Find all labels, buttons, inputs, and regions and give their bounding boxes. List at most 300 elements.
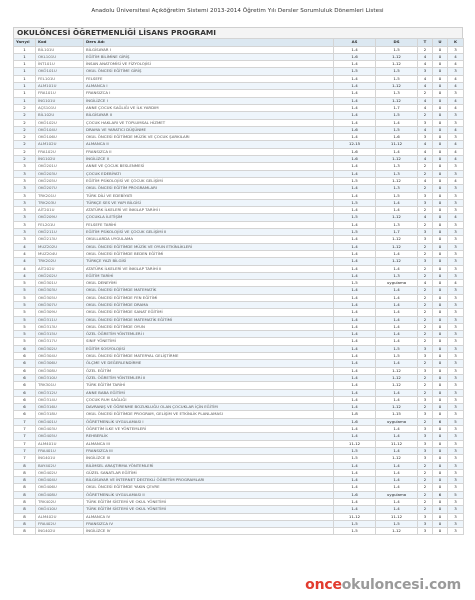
course-name-cell: DAVRANIŞ VE ÖĞRENME BOZUKLUĞU OLAN ÇOCUKLAR İÇİN EĞİTİM bbox=[84, 404, 334, 411]
ds-cell: 1-4 bbox=[376, 447, 418, 454]
table-row bbox=[14, 455, 464, 462]
t-cell: 2 bbox=[418, 170, 433, 177]
ds-cell: 1-4 bbox=[376, 477, 418, 484]
semester-cell: 6 bbox=[14, 353, 36, 360]
table-row bbox=[14, 61, 464, 68]
course-name-cell: DRAMA VE YARATICI DÜŞÜNME bbox=[84, 126, 334, 133]
as-cell: 1-4 bbox=[334, 477, 376, 484]
course-name-cell: OKUL ÖNCESİ EĞİTİMDE MATEMATİK bbox=[84, 287, 334, 294]
ds-cell: 1-4 bbox=[376, 433, 418, 440]
code-cell: TRK203U bbox=[36, 199, 84, 206]
k-cell: 5 bbox=[448, 418, 464, 425]
course-name-cell: OKUL ÖNCESİ EĞİTİMDE OYUN bbox=[84, 323, 334, 330]
ds-cell: 1-12 bbox=[376, 53, 418, 60]
semester-cell: 8 bbox=[14, 491, 36, 498]
table-row bbox=[14, 236, 464, 243]
t-cell: 2 bbox=[418, 323, 433, 330]
course-name-cell: OKUL ÖNCESİ EĞİTİMDE PROGRAM, GELİŞİM VE ETKİNLİK PLANLAMASI bbox=[84, 411, 334, 418]
as-cell: 1-4 bbox=[334, 272, 376, 279]
as-cell: 1-5 bbox=[334, 68, 376, 75]
course-name-cell: BİLGİSAYAR I bbox=[84, 46, 334, 53]
code-cell: OKÖ106U bbox=[36, 134, 84, 141]
as-cell: 1-4 bbox=[334, 250, 376, 257]
as-cell: 1-6 bbox=[334, 126, 376, 133]
code-cell: BİL102U bbox=[36, 112, 84, 119]
table-row bbox=[14, 229, 464, 236]
k-cell: 3 bbox=[448, 301, 464, 308]
as-cell: 1-4 bbox=[334, 426, 376, 433]
ds-cell: 1-3 bbox=[376, 221, 418, 228]
t-cell: 2 bbox=[418, 418, 433, 425]
u-cell: 0 bbox=[433, 61, 448, 68]
semester-cell: 3 bbox=[14, 221, 36, 228]
code-cell: ALM102U bbox=[36, 141, 84, 148]
u-cell: 0 bbox=[433, 345, 448, 352]
as-cell: 1-4 bbox=[334, 83, 376, 90]
u-cell: 0 bbox=[433, 528, 448, 535]
course-name-cell: BİLGİSAYAR II bbox=[84, 112, 334, 119]
ds-cell: 11-12 bbox=[376, 440, 418, 447]
table-row bbox=[14, 389, 464, 396]
semester-cell: 7 bbox=[14, 426, 36, 433]
course-name-cell: ÖZEL EĞİTİM bbox=[84, 367, 334, 374]
u-cell: 0 bbox=[433, 404, 448, 411]
table-row bbox=[14, 418, 464, 425]
code-cell: OKÖ318U bbox=[36, 411, 84, 418]
as-cell: 1-4 bbox=[334, 345, 376, 352]
u-cell: 0 bbox=[433, 440, 448, 447]
semester-cell: 4 bbox=[14, 243, 36, 250]
u-cell: 0 bbox=[433, 90, 448, 97]
course-name-cell: EĞİTİM PSİKOLOJİSİ VE ÇOCUK GELİŞİMİ bbox=[84, 177, 334, 184]
as-cell: 1-4 bbox=[334, 112, 376, 119]
course-table bbox=[13, 38, 464, 535]
u-cell: 0 bbox=[433, 83, 448, 90]
t-cell: 3 bbox=[418, 258, 433, 265]
semester-cell: 5 bbox=[14, 287, 36, 294]
course-name-cell: OKUL ÖNCESİ EĞİTİME GİRİŞ bbox=[84, 68, 334, 75]
code-cell: OKÖ301U bbox=[36, 280, 84, 287]
t-cell: 3 bbox=[418, 345, 433, 352]
t-cell: 2 bbox=[418, 250, 433, 257]
t-cell: 3 bbox=[418, 192, 433, 199]
k-cell: 4 bbox=[448, 97, 464, 104]
ds-cell: 1-12 bbox=[376, 214, 418, 221]
watermark-accent: once bbox=[305, 577, 342, 593]
k-cell: 3 bbox=[448, 68, 464, 75]
document-header: Anadolu Üniversitesi Açıköğretim Sistemi 2013-2014 Öğretim Yılı Dersler Sorumluluk Dönemleri Listesi bbox=[91, 8, 384, 14]
k-cell: 3 bbox=[448, 207, 464, 214]
course-name-cell: REHBERLİK bbox=[84, 433, 334, 440]
as-cell: 1-5 bbox=[334, 177, 376, 184]
ds-cell: 1-4 bbox=[376, 331, 418, 338]
code-cell: AİT201U bbox=[36, 207, 84, 214]
t-cell: 3 bbox=[418, 134, 433, 141]
k-cell: 3 bbox=[448, 374, 464, 381]
course-name-cell: ALMANCA II bbox=[84, 141, 334, 148]
as-cell: 1-5 bbox=[334, 199, 376, 206]
u-cell: 0 bbox=[433, 207, 448, 214]
t-cell: 2 bbox=[418, 112, 433, 119]
k-cell: 3 bbox=[448, 499, 464, 506]
as-cell: 1-6 bbox=[334, 491, 376, 498]
course-name-cell: İNSAN ANATOMİSİ VE FİZYOLOJİSİ bbox=[84, 61, 334, 68]
semester-cell: 3 bbox=[14, 214, 36, 221]
table-row bbox=[14, 323, 464, 330]
t-cell: 4 bbox=[418, 148, 433, 155]
u-cell: 0 bbox=[433, 506, 448, 513]
ds-cell: 1-4 bbox=[376, 338, 418, 345]
ds-cell: 1-3 bbox=[376, 90, 418, 97]
code-cell: OKÖ401U bbox=[36, 418, 84, 425]
ds-cell: 1-4 bbox=[376, 199, 418, 206]
table-row bbox=[14, 440, 464, 447]
as-cell: 1-4 bbox=[334, 134, 376, 141]
k-cell: 3 bbox=[448, 462, 464, 469]
u-cell: 0 bbox=[433, 126, 448, 133]
code-cell: OKÖ211U bbox=[36, 229, 84, 236]
semester-cell: 4 bbox=[14, 250, 36, 257]
code-cell: İNG102U bbox=[36, 156, 84, 163]
course-name-cell: ÖZEL ÖĞRETİM YÖNTEMLERİ II bbox=[84, 374, 334, 381]
k-cell: 3 bbox=[448, 265, 464, 272]
u-cell: 0 bbox=[433, 382, 448, 389]
t-cell: 2 bbox=[418, 207, 433, 214]
code-cell: OKL101U bbox=[36, 53, 84, 60]
as-cell: 1-5 bbox=[334, 455, 376, 462]
u-cell: 6 bbox=[433, 418, 448, 425]
course-name-cell: ÇOCUK EDEBİYATI bbox=[84, 170, 334, 177]
ds-cell: 1-5 bbox=[376, 126, 418, 133]
k-cell: 3 bbox=[448, 360, 464, 367]
t-cell: 2 bbox=[418, 163, 433, 170]
as-cell: 1-5 bbox=[334, 447, 376, 454]
as-cell: 1-4 bbox=[334, 258, 376, 265]
course-name-cell: EĞİTİM TARİHİ bbox=[84, 272, 334, 279]
ds-cell: 1-4 bbox=[376, 499, 418, 506]
k-cell: 3 bbox=[448, 323, 464, 330]
k-cell: 3 bbox=[448, 528, 464, 535]
course-name-cell: ANNE BABA EĞİTİMİ bbox=[84, 389, 334, 396]
t-cell: 4 bbox=[418, 61, 433, 68]
course-name-cell: ATATÜRK İLKELERİ VE İNKILAP TARİHİ II bbox=[84, 265, 334, 272]
u-cell: 0 bbox=[433, 287, 448, 294]
code-cell: FRA401U bbox=[36, 447, 84, 454]
t-cell: 2 bbox=[418, 389, 433, 396]
ds-cell: 1-7 bbox=[376, 104, 418, 111]
k-cell: 3 bbox=[448, 90, 464, 97]
table-row bbox=[14, 316, 464, 323]
k-cell: 3 bbox=[448, 513, 464, 520]
k-cell: 4 bbox=[448, 280, 464, 287]
code-cell: MUZ204U bbox=[36, 250, 84, 257]
code-cell: OKÖ205U bbox=[36, 177, 84, 184]
k-cell: 4 bbox=[448, 75, 464, 82]
k-cell: 3 bbox=[448, 229, 464, 236]
semester-cell: 1 bbox=[14, 90, 36, 97]
ds-cell: 1-5 bbox=[376, 345, 418, 352]
as-cell: 1-4 bbox=[334, 396, 376, 403]
u-cell: 0 bbox=[433, 214, 448, 221]
t-cell: 2 bbox=[418, 469, 433, 476]
as-cell: 1-4 bbox=[334, 163, 376, 170]
site-watermark bbox=[305, 577, 461, 593]
code-cell: AÇS101U bbox=[36, 104, 84, 111]
course-name-cell: SINIF YÖNETİMİ bbox=[84, 338, 334, 345]
as-cell: 1-6 bbox=[334, 148, 376, 155]
t-cell: 2 bbox=[418, 46, 433, 53]
semester-cell: 7 bbox=[14, 455, 36, 462]
as-cell: 1-4 bbox=[334, 309, 376, 316]
as-cell: 1-4 bbox=[334, 192, 376, 199]
as-cell: 1-4 bbox=[334, 97, 376, 104]
column-header-k: K bbox=[448, 39, 464, 47]
course-name-cell: FRANSIZCA III bbox=[84, 447, 334, 454]
table-row bbox=[14, 520, 464, 527]
u-cell: 0 bbox=[433, 360, 448, 367]
k-cell: 3 bbox=[448, 396, 464, 403]
code-cell: OKÖ317U bbox=[36, 338, 84, 345]
as-cell: 1-4 bbox=[334, 338, 376, 345]
t-cell: 2 bbox=[418, 506, 433, 513]
ds-cell: 1-3 bbox=[376, 185, 418, 192]
k-cell: 3 bbox=[448, 367, 464, 374]
ds-cell: 1-4 bbox=[376, 316, 418, 323]
as-cell: 1-4 bbox=[334, 294, 376, 301]
code-cell: OKÖ316U bbox=[36, 404, 84, 411]
t-cell: 2 bbox=[418, 301, 433, 308]
t-cell: 4 bbox=[418, 141, 433, 148]
course-name-cell: İNGİLİZCE III bbox=[84, 455, 334, 462]
k-cell: 3 bbox=[448, 112, 464, 119]
code-cell: İNG101U bbox=[36, 97, 84, 104]
k-cell: 4 bbox=[448, 177, 464, 184]
column-header-course-name: Ders Adı bbox=[84, 39, 334, 47]
k-cell: 3 bbox=[448, 134, 464, 141]
table-row bbox=[14, 272, 464, 279]
code-cell: TRK201U bbox=[36, 192, 84, 199]
ds-cell: 1-12 bbox=[376, 97, 418, 104]
ds-cell: 1-5 bbox=[376, 112, 418, 119]
course-name-cell: TÜRKÇE YAZI BİLGİSİ bbox=[84, 258, 334, 265]
course-name-cell: OKUL ÖNCESİ EĞİTİMDE MATERYAL GELİŞTİRME bbox=[84, 353, 334, 360]
table-row bbox=[14, 90, 464, 97]
table-row bbox=[14, 491, 464, 498]
as-cell: 1-4 bbox=[334, 185, 376, 192]
u-cell: 0 bbox=[433, 68, 448, 75]
table-row bbox=[14, 447, 464, 454]
as-cell: 1-4 bbox=[334, 119, 376, 126]
t-cell: 2 bbox=[418, 265, 433, 272]
ds-cell: 1-4 bbox=[376, 265, 418, 272]
table-row bbox=[14, 426, 464, 433]
table-row bbox=[14, 199, 464, 206]
semester-cell: 4 bbox=[14, 258, 36, 265]
u-cell: 0 bbox=[433, 170, 448, 177]
t-cell: 2 bbox=[418, 243, 433, 250]
k-cell: 3 bbox=[448, 119, 464, 126]
table-row bbox=[14, 265, 464, 272]
code-cell: FEL201U bbox=[36, 221, 84, 228]
as-cell: 1-4 bbox=[334, 221, 376, 228]
as-cell: 1-4 bbox=[334, 374, 376, 381]
code-cell: FRA402U bbox=[36, 520, 84, 527]
t-cell: 2 bbox=[418, 338, 433, 345]
table-row bbox=[14, 221, 464, 228]
ds-cell: 1-12 bbox=[376, 156, 418, 163]
semester-cell: 6 bbox=[14, 345, 36, 352]
code-cell: OKÖ307U bbox=[36, 301, 84, 308]
semester-cell: 8 bbox=[14, 528, 36, 535]
k-cell: 3 bbox=[448, 506, 464, 513]
table-row bbox=[14, 163, 464, 170]
as-cell: 1-4 bbox=[334, 506, 376, 513]
t-cell: 3 bbox=[418, 520, 433, 527]
t-cell: 2 bbox=[418, 272, 433, 279]
table-row bbox=[14, 506, 464, 513]
course-name-cell: FRANSIZCA I bbox=[84, 90, 334, 97]
code-cell: OKÖ305U bbox=[36, 294, 84, 301]
table-row bbox=[14, 170, 464, 177]
t-cell: 2 bbox=[418, 499, 433, 506]
code-cell: OKÖ207U bbox=[36, 185, 84, 192]
t-cell: 2 bbox=[418, 316, 433, 323]
k-cell: 3 bbox=[448, 294, 464, 301]
table-row bbox=[14, 469, 464, 476]
table-row bbox=[14, 360, 464, 367]
program-sheet bbox=[13, 27, 463, 535]
ds-cell: 1-12 bbox=[376, 61, 418, 68]
table-row bbox=[14, 301, 464, 308]
ds-cell: 1-4 bbox=[376, 360, 418, 367]
as-cell: 1-4 bbox=[334, 301, 376, 308]
t-cell: 3 bbox=[418, 396, 433, 403]
u-cell: 0 bbox=[433, 243, 448, 250]
column-header-t: T bbox=[418, 39, 433, 47]
ds-cell: 1-4 bbox=[376, 469, 418, 476]
t-cell: 2 bbox=[418, 185, 433, 192]
semester-cell: 3 bbox=[14, 229, 36, 236]
as-cell: 1-4 bbox=[334, 207, 376, 214]
code-cell: OKÖ402U bbox=[36, 469, 84, 476]
t-cell: 3 bbox=[418, 513, 433, 520]
semester-cell: 8 bbox=[14, 506, 36, 513]
course-name-cell: FRANSIZCA II bbox=[84, 148, 334, 155]
k-cell: 3 bbox=[448, 345, 464, 352]
semester-cell: 2 bbox=[14, 112, 36, 119]
t-cell: 4 bbox=[418, 53, 433, 60]
t-cell: 2 bbox=[418, 331, 433, 338]
u-cell: 0 bbox=[433, 426, 448, 433]
u-cell: 0 bbox=[433, 119, 448, 126]
u-cell: 0 bbox=[433, 272, 448, 279]
t-cell: 3 bbox=[418, 236, 433, 243]
course-name-cell: ÖĞRETİM İLKE VE YÖNTEMLERİ bbox=[84, 426, 334, 433]
table-row bbox=[14, 331, 464, 338]
semester-cell: 1 bbox=[14, 83, 36, 90]
code-cell: TRK402U bbox=[36, 499, 84, 506]
ds-cell: uygulama bbox=[376, 418, 418, 425]
as-cell: 1-4 bbox=[334, 323, 376, 330]
k-cell: 4 bbox=[448, 148, 464, 155]
code-cell: OKÖ410U bbox=[36, 506, 84, 513]
u-cell: 0 bbox=[433, 229, 448, 236]
ds-cell: 1-3 bbox=[376, 272, 418, 279]
table-row bbox=[14, 258, 464, 265]
semester-cell: 1 bbox=[14, 68, 36, 75]
code-cell: OKÖ203U bbox=[36, 170, 84, 177]
semester-cell: 5 bbox=[14, 301, 36, 308]
u-cell: 0 bbox=[433, 513, 448, 520]
code-cell: TRK202U bbox=[36, 258, 84, 265]
table-row bbox=[14, 97, 464, 104]
code-cell: OKÖ302U bbox=[36, 345, 84, 352]
course-name-cell: ÇOCUK HAKLARI VE TOPLUMSAL HİZMET bbox=[84, 119, 334, 126]
table-row bbox=[14, 374, 464, 381]
course-name-cell: FRANSIZCA IV bbox=[84, 520, 334, 527]
u-cell: 0 bbox=[433, 469, 448, 476]
table-row bbox=[14, 156, 464, 163]
ds-cell: 1-12 bbox=[376, 374, 418, 381]
k-cell: 3 bbox=[448, 258, 464, 265]
table-row bbox=[14, 148, 464, 155]
ds-cell: 1-4 bbox=[376, 484, 418, 491]
code-cell: OKÖ313U bbox=[36, 323, 84, 330]
semester-cell: 3 bbox=[14, 177, 36, 184]
code-cell: OKÖ304U bbox=[36, 353, 84, 360]
course-name-cell: OKUL ÖNCESİ EĞİTİMDE MÜZİK VE ÇOCUK ŞARKILARI bbox=[84, 134, 334, 141]
code-cell: OKÖ202U bbox=[36, 272, 84, 279]
table-row bbox=[14, 177, 464, 184]
table-row bbox=[14, 338, 464, 345]
ds-cell: 1-12 bbox=[376, 83, 418, 90]
semester-cell: 8 bbox=[14, 520, 36, 527]
k-cell: 4 bbox=[448, 214, 464, 221]
course-name-cell: OKULLARDA UYGULAMA bbox=[84, 236, 334, 243]
u-cell: 0 bbox=[433, 301, 448, 308]
t-cell: 2 bbox=[418, 382, 433, 389]
u-cell: 0 bbox=[433, 265, 448, 272]
t-cell: 3 bbox=[418, 199, 433, 206]
code-cell: FRA102U bbox=[36, 148, 84, 155]
semester-cell: 5 bbox=[14, 331, 36, 338]
semester-cell: 7 bbox=[14, 433, 36, 440]
k-cell: 4 bbox=[448, 126, 464, 133]
semester-cell: 6 bbox=[14, 382, 36, 389]
u-cell: 0 bbox=[433, 250, 448, 257]
ds-cell: 1-4 bbox=[376, 396, 418, 403]
as-cell: 1-4 bbox=[334, 462, 376, 469]
as-cell: 1-4 bbox=[334, 104, 376, 111]
code-cell: OKÖ213U bbox=[36, 236, 84, 243]
table-row bbox=[14, 462, 464, 469]
table-row bbox=[14, 119, 464, 126]
u-cell: 0 bbox=[433, 367, 448, 374]
k-cell: 3 bbox=[448, 221, 464, 228]
as-cell: 1-4 bbox=[334, 382, 376, 389]
k-cell: 3 bbox=[448, 382, 464, 389]
ds-cell: 1-4 bbox=[376, 294, 418, 301]
t-cell: 2 bbox=[418, 360, 433, 367]
as-cell: 1-4 bbox=[334, 287, 376, 294]
table-row bbox=[14, 484, 464, 491]
k-cell: 3 bbox=[448, 520, 464, 527]
ds-cell: 1-4 bbox=[376, 323, 418, 330]
as-cell: 1-4 bbox=[334, 367, 376, 374]
code-cell: ALM401U bbox=[36, 440, 84, 447]
as-cell: 1-5 bbox=[334, 280, 376, 287]
u-cell: 0 bbox=[433, 294, 448, 301]
